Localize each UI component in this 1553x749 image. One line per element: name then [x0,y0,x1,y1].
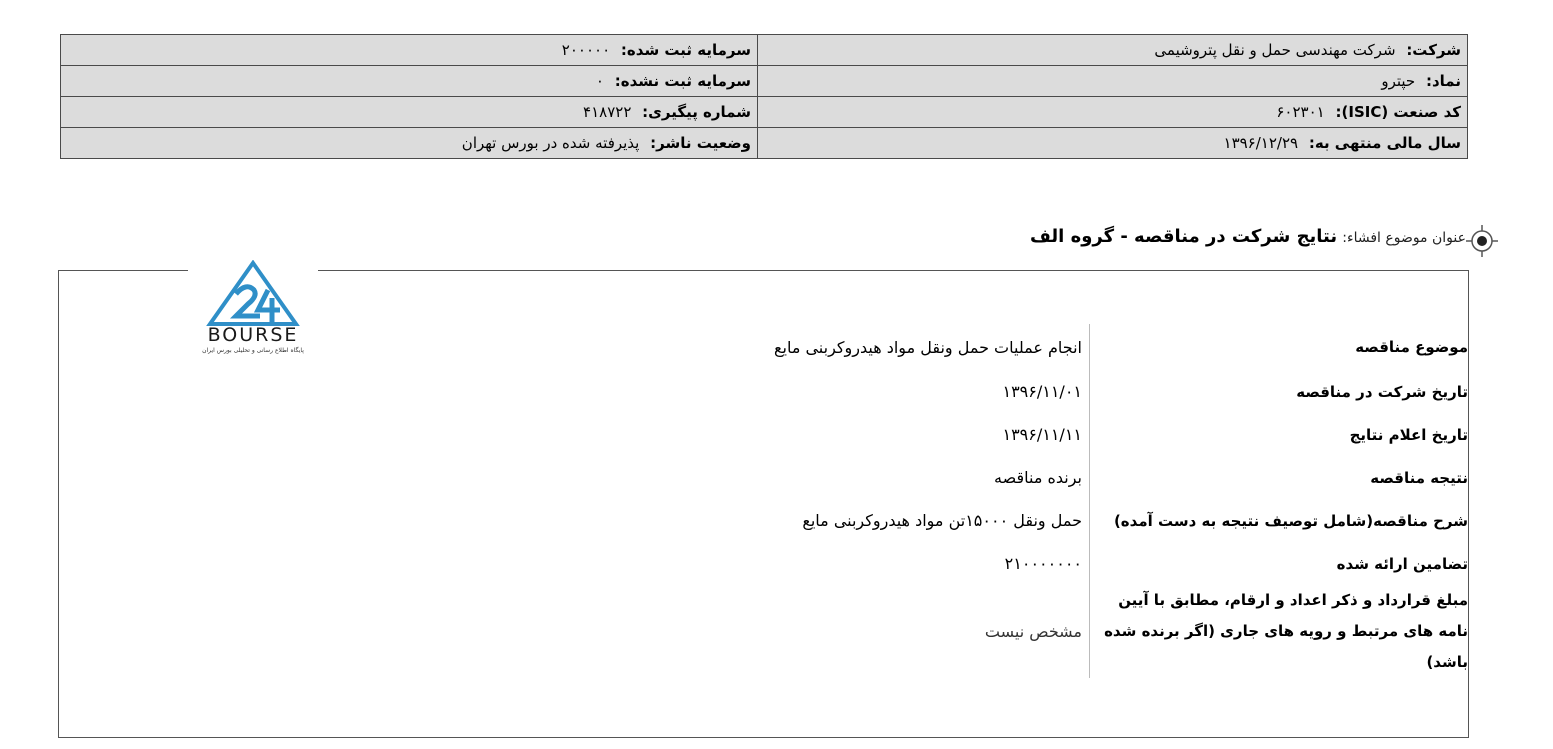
details-label: تاریخ اعلام نتایج [1090,413,1469,456]
details-row [774,499,1468,542]
details-value: مشخص نیست [984,622,1082,641]
bourse-logo-subtitle: پایگاه اطلاع رسانی و تحلیلی بورس ایران [202,347,304,354]
disclosure-title [1030,226,1466,247]
details-value: انجام عملیات حمل ونقل مواد هیدروکربنی مایع [773,337,1082,357]
details-row [774,324,1468,370]
tracking-cell [61,97,758,128]
registered-capital-label: سرمایه ثبت شده: [620,41,751,59]
details-value: حمل ونقل ۱۵۰۰۰تن مواد هیدروکربنی مایع [802,511,1082,530]
details-label: نتیجه مناقصه [1090,456,1469,499]
info-row [61,66,1468,97]
registered-capital-value: ۲۰۰۰۰۰ [561,41,611,59]
company-value: شرکت مهندسی حمل و نقل پتروشیمی [1154,41,1396,59]
details-value: ۱۳۹۶/۱۱/۱۱ [1002,425,1082,444]
details-row [774,456,1468,499]
symbol-cell [758,66,1468,97]
details-label: تضامین ارائه شده [1090,542,1469,585]
isic-cell [758,97,1468,128]
fiscal-year-label: سال مالی منتهی به: [1308,134,1461,152]
frame-top-border [318,270,1468,271]
symbol-value: حپترو [1381,72,1416,90]
bourse-logo-text: BOURSE [207,324,299,346]
disclosure-title-label: عنوان موضوع افشاء: [1342,230,1466,246]
bourse-logo [188,260,318,360]
details-row [774,542,1468,585]
publisher-status-label: وضعیت ناشر: [650,134,751,152]
company-info-table [60,34,1468,159]
target-icon [1466,225,1498,257]
isic-label: کد صنعت (ISIC): [1335,103,1461,121]
info-row [61,97,1468,128]
disclosure-title-value: نتایج شرکت در مناقصه - گروه الف [1029,226,1338,247]
details-value: برنده مناقصه [994,468,1082,487]
registered-capital-cell [61,35,758,66]
isic-value: ۶۰۲۳۰۱ [1276,103,1325,121]
tracking-value: ۴۱۸۷۲۲ [583,103,632,121]
unregistered-capital-cell [61,66,758,97]
company-cell [758,35,1468,66]
info-row [61,128,1468,159]
details-row [774,585,1468,678]
bourse-logo-mark [188,260,318,326]
fiscal-year-cell [758,128,1468,159]
details-row [774,413,1468,456]
details-row [774,370,1468,413]
symbol-label: نماد: [1425,72,1461,90]
details-label: مبلغ قرارداد و ذکر اعداد و ارقام، مطابق با آیین نامه های مرتبط و رویه های جاری (اگر برنده شده باشد) [1090,585,1469,678]
fiscal-year-value: ۱۳۹۶/۱۲/۲۹ [1223,134,1299,152]
publisher-status-value: پذیرفته شده در بورس تهران [461,134,640,152]
company-label: شرکت: [1406,41,1461,59]
info-row [61,35,1468,66]
unregistered-capital-value: ۰ [595,72,604,90]
details-label: موضوع مناقصه [1090,324,1469,370]
details-value: ۲۱۰۰۰۰۰۰۰ [1004,554,1082,573]
details-label: شرح مناقصه(شامل توصیف نتیجه به دست آمده) [1090,499,1469,542]
details-value: ۱۳۹۶/۱۱/۰۱ [1002,382,1082,401]
frame-top-border [58,270,188,271]
tracking-label: شماره پیگیری: [642,103,751,121]
tender-details-table [774,324,1468,678]
unregistered-capital-label: سرمایه ثبت نشده: [614,72,751,90]
publisher-status-cell [61,128,758,159]
details-label: تاریخ شرکت در مناقصه [1090,370,1469,413]
